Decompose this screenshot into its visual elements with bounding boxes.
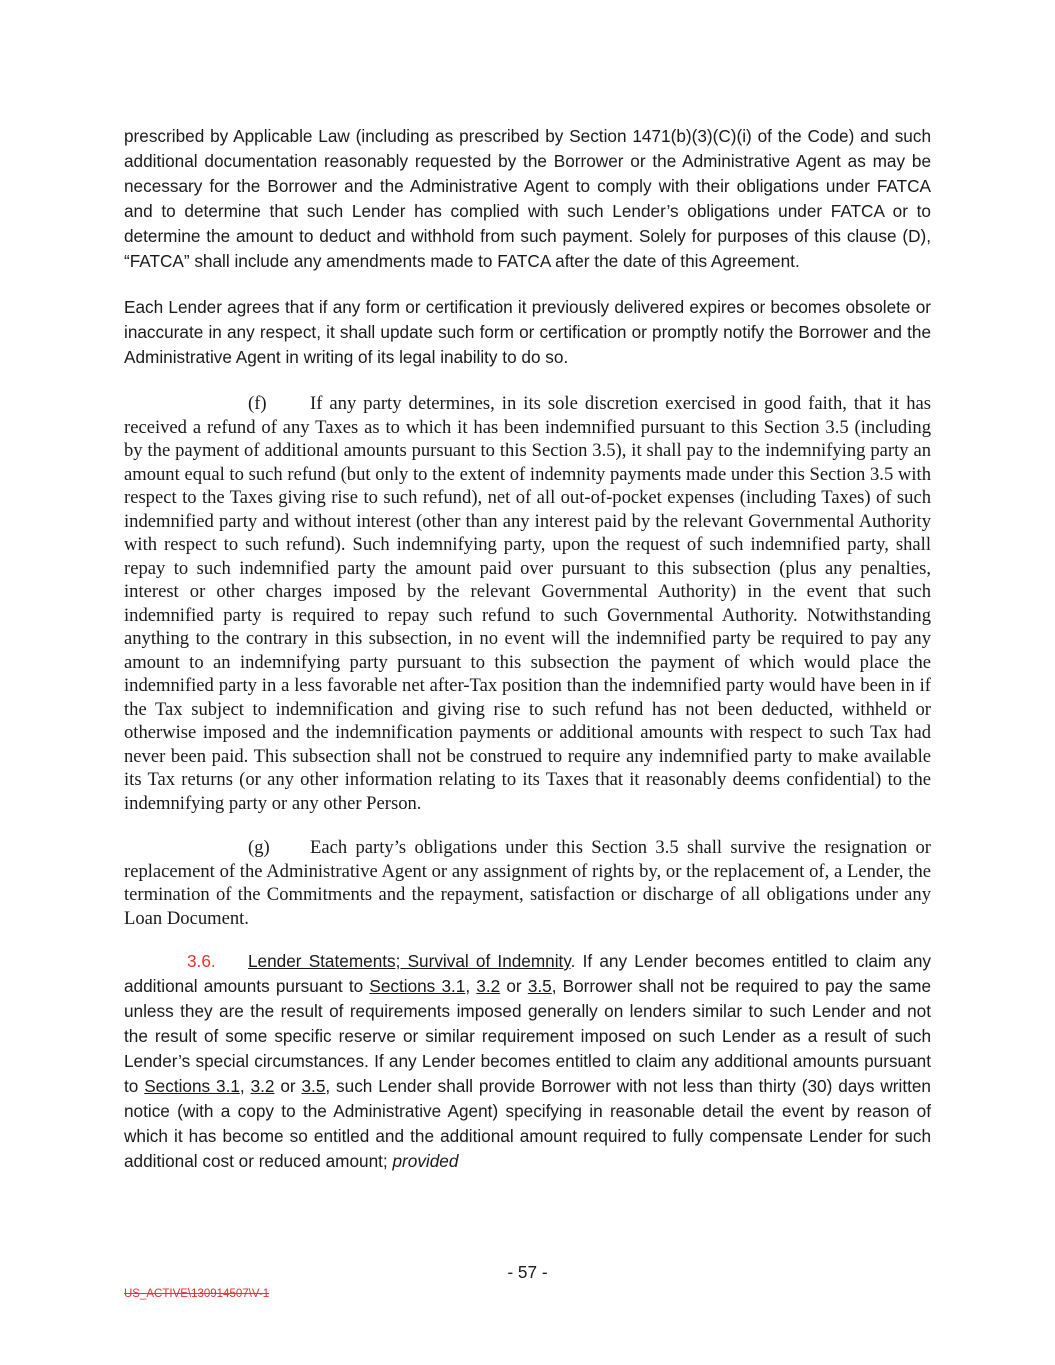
clause-label-g: (g) xyxy=(248,837,270,858)
paragraph-fatca-documentation: prescribed by Applicable Law (including as prescribed by Section 1471(b)(3)(C)(i) of the Code) and such additional documentation reasonably requested by the Borrower or the Administrative Agent as may be necessary for the Borrower and the Administrative Agent to comply with their obligations under FATCA and to determine that such Lender has complied with such Lender’s obligations under FATCA or to determine the amount to deduct and withhold from such payment. Solely for purposes of this clause (D), “FATCA” shall include any amendments made to FATCA after the date of this Agreement. xyxy=(124,126,931,271)
cross-reference-link[interactable]: 3.2 xyxy=(476,976,501,996)
section-text-1: If any Lender becomes entitled to claim any additional amounts pursuant to xyxy=(124,951,931,996)
paragraph-g-survival xyxy=(124,836,931,930)
separator: , xyxy=(465,976,471,996)
paragraph-lender-update-forms: Each Lender agrees that if any form or certification it previously delivered expires or becomes obsolete or inaccurate in any respect, it shall update such form or certification or promptly notify the Borrower and the Administrative Agent in writing of its legal inability to do so. xyxy=(124,297,931,367)
provided-term: provided xyxy=(392,1151,459,1171)
page-number: - 57 - xyxy=(507,1262,548,1282)
separator: , xyxy=(239,1076,245,1096)
cross-reference-link[interactable]: 3.5 xyxy=(301,1076,326,1096)
cross-reference-link[interactable]: Sections 3.1 xyxy=(144,1076,240,1096)
paragraph-f-refunds xyxy=(124,392,931,815)
cross-reference-link[interactable]: Sections 3.1 xyxy=(369,976,466,996)
cross-reference-link[interactable]: 3.2 xyxy=(250,1076,275,1096)
section-3-6 xyxy=(124,949,931,1174)
clause-text-g: Each party’s obligations under this Section 3.5 shall survive the resignation or replacement of the Administrative Agent or any assignment of rights by, or the replacement of, a Lender, the termination of the Commitments and the repayment, satisfaction or discharge of all obligations under any Loan Document. xyxy=(124,837,931,929)
separator: or xyxy=(274,1076,302,1096)
clause-text-f: If any party determines, in its sole discretion exercised in good faith, that it has received a refund of any Taxes as to which it has been indemnified pursuant to this Section 3.5 (including by the payment of additional amounts pursuant to this Section 3.5), it shall pay to the indemnifying party an amount equal to such refund (but only to the extent of indemnity payments made under this Section 3.5 with respect to the Taxes giving rise to such refund), net of all out-of-pocket expenses (including Taxes) of such indemnified party and without interest (other than any interest paid by the relevant Governmental Authority with respect to such refund). Such indemnifying party, upon the request of such indemnified party, shall repay to such indemnified party the amount paid over pursuant to this subsection (plus any penalties, interest or other charges imposed by the relevant Governmental Authority) in the event that such indemnified party is required to repay such refund to such Governmental Authority. Notwithstanding anything to the contrary in this subsection, in no event will the indemnified party be required to pay any amount to an indemnifying party pursuant to this subsection the payment of which would place the indemnified party in a less favorable net after-Tax position than the indemnified party would have been in if the Tax subject to indemnification and giving rise to such refund has not been deducted, withheld or otherwise imposed and the indemnification payments or additional amounts with respect to such Tax had never been paid. This subsection shall not be construed to require any indemnified party to make available its Tax returns (or any other information relating to its Taxes that it reasonably deems confidential) to the indemnifying party or any other Person. xyxy=(124,393,931,814)
cross-reference-link[interactable]: 3.5 xyxy=(527,976,552,996)
document-page xyxy=(124,124,931,1174)
document-id: US_ACTIVE\130914507\V-1 xyxy=(124,1288,270,1300)
section-text-2: , Borrower shall not be required to pay the same unless they are the result of requirements imposed generally on lenders similar to such Lender and not the result of some specific reserve or similar requirement imposed on such Lender as a result of such Lender’s special circumstances. If any Lender becomes entitled to claim any additional amounts pursuant to xyxy=(124,976,932,1096)
section-number: 3.6. xyxy=(187,951,216,971)
section-heading: Lender Statements; Survival of Indemnity xyxy=(248,951,571,971)
heading-period: . xyxy=(570,951,576,971)
separator: or xyxy=(500,976,528,996)
section-text-3: , such Lender shall provide Borrower with not less than thirty (30) days written notice (with a copy to the Administrative Agent) specifying in reasonable detail the event by reason of which it has become so entitled and the additional amount required to fully compensate Lender for such additional cost or reduced amount; xyxy=(124,1076,931,1171)
clause-label-f: (f) xyxy=(248,393,267,414)
